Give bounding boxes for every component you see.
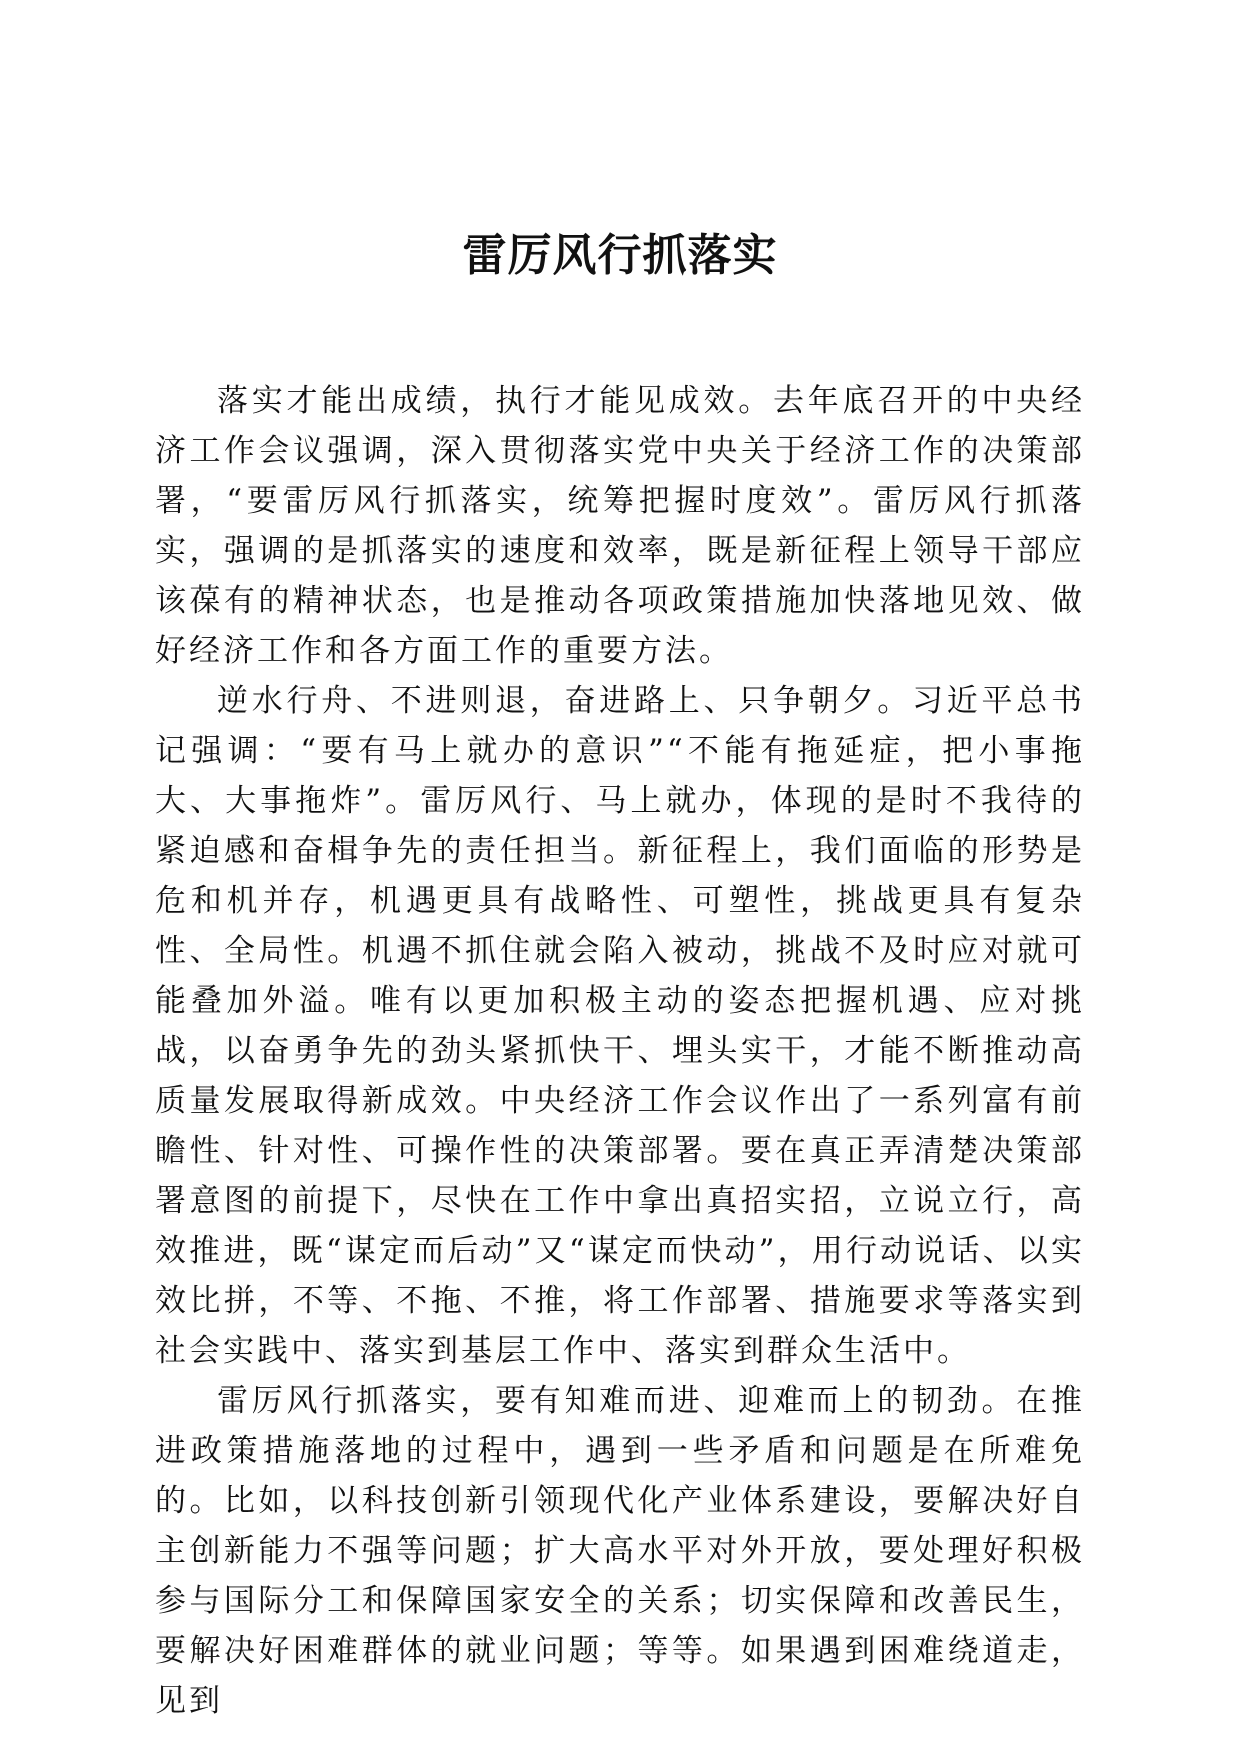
document-body <box>155 376 1085 1726</box>
paragraph-2: 逆水行舟、不进则退，奋进路上、只争朝夕。习近平总书记强调：“要有马上就办的意识”“不能有拖延症，把小事拖大、大事拖炸”。雷厉风行、马上就办，体现的是时不我待的紧迫感和奋楫争先的责任担当。新征程上，我们面临的形势是危和机并存，机遇更具有战略性、可塑性，挑战更具有复杂性、全局性。机遇不抓住就会陷入被动，挑战不及时应对就可能叠加外溢。唯有以更加积极主动的姿态把握机遇、应对挑战，以奋勇争先的劲头紧抓快干、埋头实干，才能不断推动高质量发展取得新成效。中央经济工作会议作出了一系列富有前瞻性、针对性、可操作性的决策部署。要在真正弄清楚决策部署意图的前提下，尽快在工作中拿出真招实招，立说立行，高效推进，既“谋定而后动”又“谋定而快动”，用行动说话、以实效比拼，不等、不拖、不推，将工作部署、措施要求等落实到社会实践中、落实到基层工作中、落实到群众生活中。 <box>155 683 1085 1369</box>
paragraph-3: 雷厉风行抓落实，要有知难而进、迎难而上的韧劲。在推进政策措施落地的过程中，遇到一些矛盾和问题是在所难免的。比如，以科技创新引领现代化产业体系建设，要解决好自主创新能力不强等问题；扩大高水平对外开放，要处理好积极参与国际分工和保障国家安全的关系；切实保障和改善民生，要解决好困难群体的就业问题；等等。如果遇到困难绕道走，见到 <box>155 1383 1085 1719</box>
document-title: 雷厉风行抓落实 <box>462 230 778 281</box>
paragraph-1: 落实才能出成绩，执行才能见成效。去年底召开的中央经济工作会议强调，深入贯彻落实党中央关于经济工作的决策部署，“要雷厉风行抓落实，统筹把握时度效”。雷厉风行抓落实，强调的是抓落实的速度和效率，既是新征程上领导干部应该葆有的精神状态，也是推动各项政策措施加快落地见效、做好经济工作和各方面工作的重要方法。 <box>155 383 1085 669</box>
